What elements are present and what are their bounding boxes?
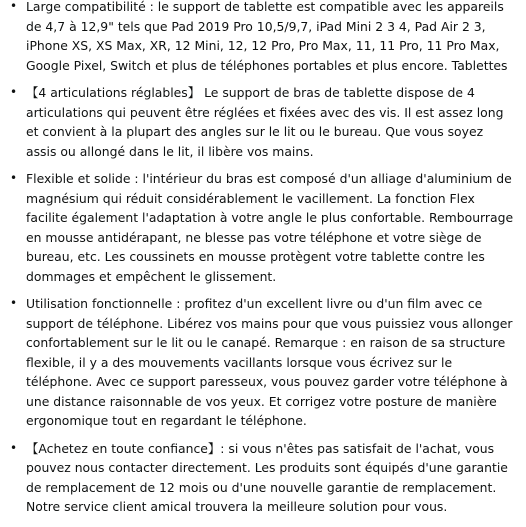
feature-bullet-joints: [0, 83, 526, 161]
bullet-dot-icon: •: [10, 440, 18, 455]
feature-text: Utilisation fonctionnelle : profitez d'un excellent livre ou d'un film avec ce support de téléphone. Libérez vos mains pour que vous puissiez vous allonger confortablement sur le lit ou le canapé. Remarque : en raison de sa structure flexible, il y a des mouvements vacillants lorsque vous écrivez sur le téléphone. Avec ce support paresseux, vous pouvez garder votre téléphone à une distance raisonnable de vos yeux. Et corrigez votre posture de manière ergonomique tout en regardant le téléphone.: [26, 296, 513, 428]
bullet-dot-icon: •: [10, 85, 18, 99]
feature-bullet-confidence: [0, 439, 526, 517]
feature-bullet-usage: [0, 294, 526, 431]
feature-bullet-flexible: [0, 169, 526, 286]
feature-text: 【Achetez en toute confiance】: si vous n'êtes pas satisfait de l'achat, vous pouvez nous contacter directement. Les produits sont équipés d'une garantie de remplacement de 12 mois ou d'une nouvelle garantie de remplacement. Notre service client amical trouvera la meilleure solution pour vous.: [26, 440, 508, 514]
bullet-dot-icon: •: [10, 0, 18, 13]
feature-text: 【4 articulations réglables】 Le support de bras de tablette dispose de 4 articulations qui peuvent être réglées et fixées avec des vis. Il est assez long et convient à la plupart des angles sur le lit ou le bureau. Que vous soyez assis ou allongé dans le lit, il libère vos mains.: [26, 85, 504, 159]
feature-bullet-compatibility: [0, 0, 526, 75]
bullet-dot-icon: •: [10, 296, 18, 310]
bullet-dot-icon: •: [10, 171, 18, 185]
feature-text: Large compatibilité : le support de tablette est compatible avec les appareils de 4,7 à 12,9" tels que Pad 2019 Pro 10,5/9,7, iPad Mini 2 3 4, Pad Air 2 3, iPhone XS, XS Max, XR, 12 Mini, 12, 12 Pro, Pro Max, 11, 11 Pro, 11 Pro Max, Google Pixel, Switch et plus de téléphones portables et plus encore. Tablettes: [26, 0, 508, 73]
feature-text: Flexible et solide : l'intérieur du bras est composé d'un alliage d'aluminium de magnésium qui réduit considérablement le vacillement. La fonction Flex facilite également l'adaptation à votre angle le plus confortable. Rembourrage en mousse antidérapant, ne blesse pas votre téléphone et votre siège de bureau, etc. Les coussinets en mousse protègent votre tablette contre les dommages et empêchent le glissement.: [26, 171, 514, 284]
